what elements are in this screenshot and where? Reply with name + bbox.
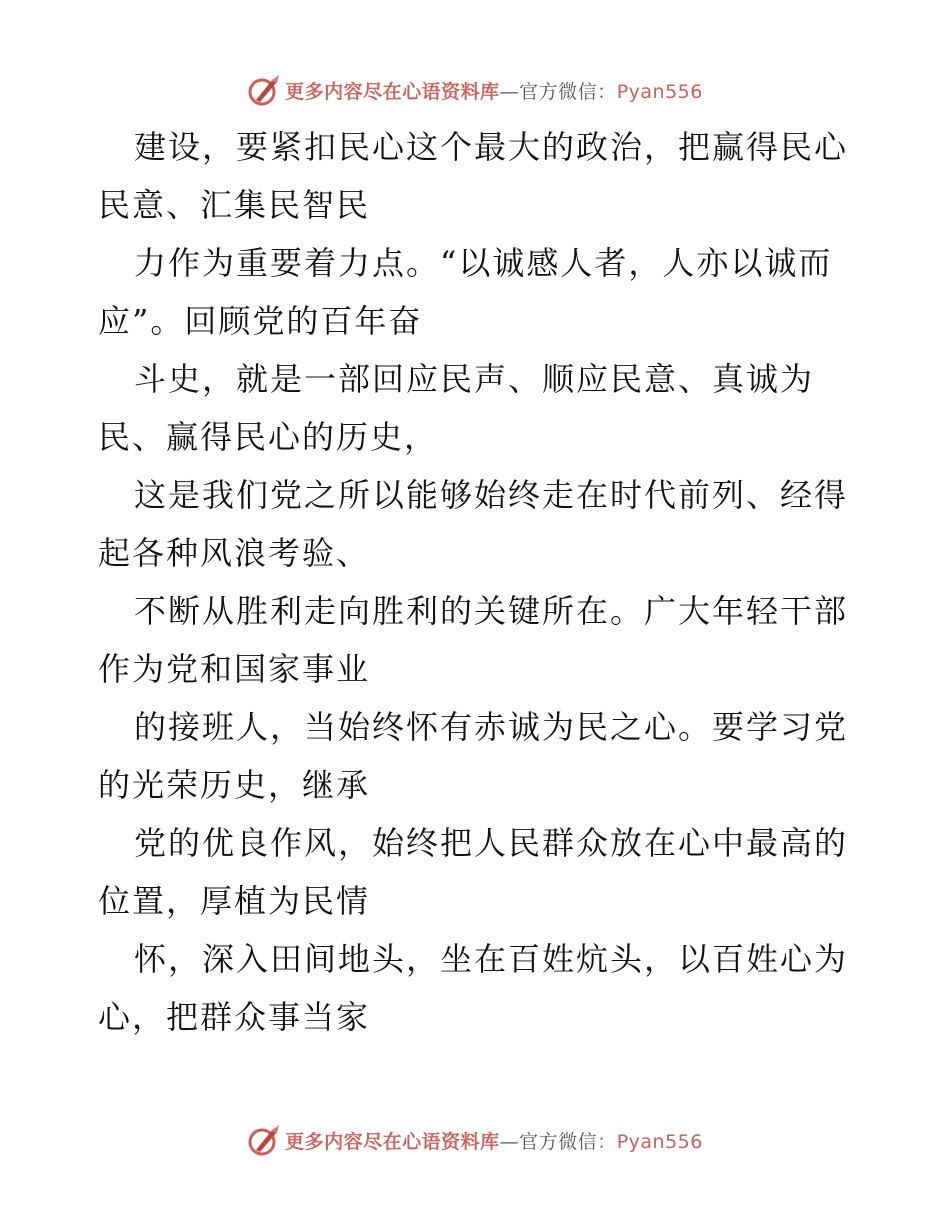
text-line: 民、赢得民心的历史，: [98, 418, 439, 456]
header-sub-text: —官方微信：: [499, 80, 617, 103]
header-main-text: 更多内容尽在心语资料库: [285, 80, 500, 103]
text-line: 怀，深入田间地头，坐在百姓炕头，以百姓心为: [134, 940, 849, 978]
quill-logo-icon: [247, 1123, 281, 1157]
footer-sub-text: —官方微信：: [499, 1130, 617, 1153]
document-body: [98, 118, 858, 1046]
text-line: 起各种风浪考验、: [98, 534, 371, 572]
text-line: 应”。回顾党的百年奋: [98, 302, 423, 340]
header-wechat-id: Pyan556: [616, 80, 703, 103]
text-line: 位置，厚植为民情: [98, 882, 371, 920]
text-line: 这是我们党之所以能够始终走在时代前列、经得: [134, 476, 849, 514]
text-line: 不断从胜利走向胜利的关键所在。广大年轻干部: [134, 592, 849, 630]
text-line: 心，把群众事当家: [98, 998, 371, 1036]
quill-logo-icon: [247, 73, 281, 107]
footer-banner: [0, 1120, 950, 1160]
footer-main-text: 更多内容尽在心语资料库: [285, 1130, 500, 1153]
text-line: 党的优良作风，始终把人民群众放在心中最高的: [134, 824, 849, 862]
text-line: 作为党和国家事业: [98, 650, 371, 688]
text-line: 的接班人，当始终怀有赤诚为民之心。要学习党: [134, 708, 849, 746]
text-line: 力作为重要着力点。“以诚感人者，人亦以诚而: [134, 244, 833, 282]
header-text: [285, 77, 703, 104]
text-line: 斗史，就是一部回应民声、顺应民意、真诚为: [134, 360, 815, 398]
text-line: 建设，要紧扣民心这个最大的政治，把赢得民心: [134, 128, 849, 166]
header-banner: [0, 70, 950, 110]
footer-wechat-id: Pyan556: [616, 1130, 703, 1153]
text-line: 民意、汇集民智民: [98, 186, 371, 224]
footer-text: [285, 1127, 703, 1154]
text-line: 的光荣历史，继承: [98, 766, 371, 804]
